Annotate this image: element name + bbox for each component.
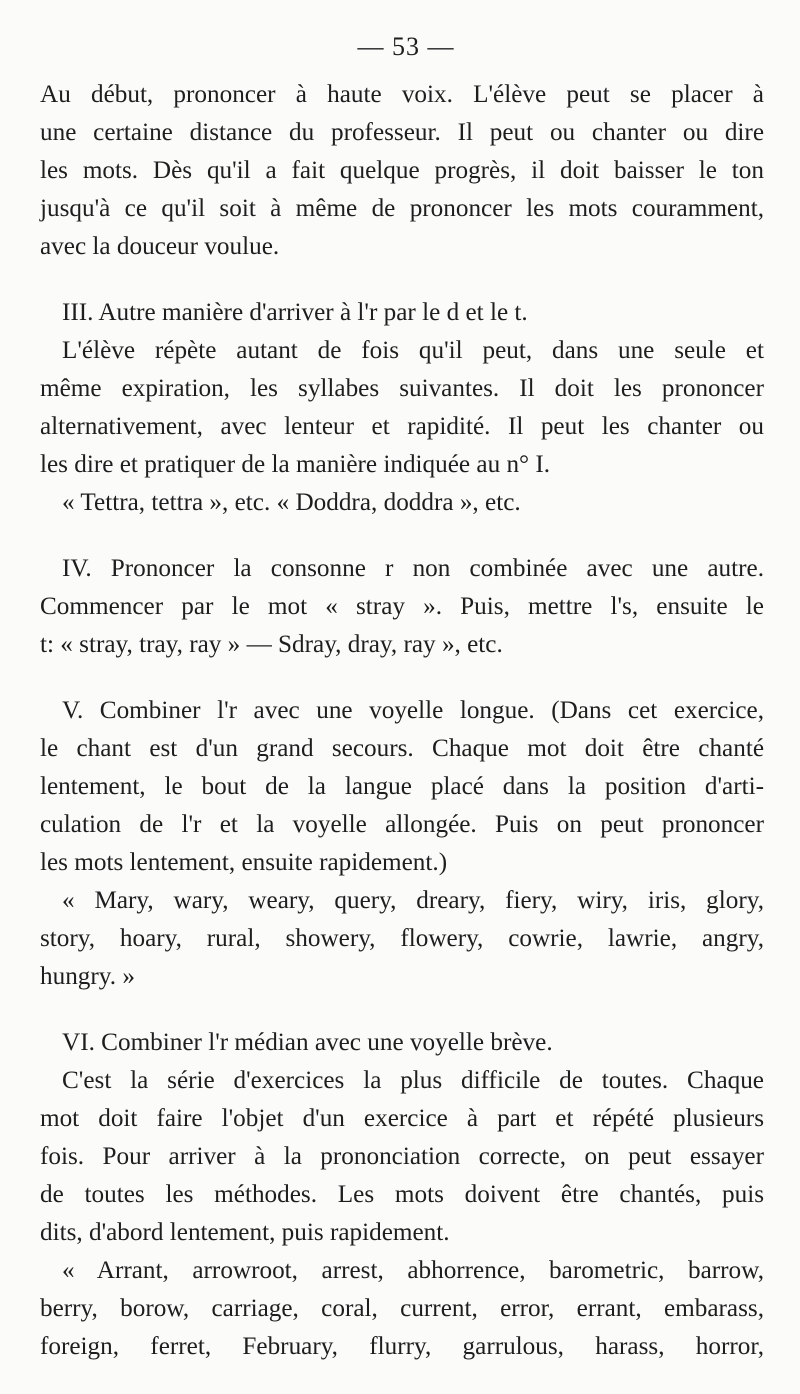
text-line: foreign, ferret, February, flurry, garrulous, harass, horror, (40, 1333, 764, 1360)
text-line: t: « stray, tray, ray » — Sdray, dray, ray », etc. (40, 631, 503, 658)
section-heading: V. Combiner l'r avec une voyelle longue. (Dans cet exercice, (62, 697, 764, 724)
text-line: « Arrant, arrowroot, arrest, abhorrence, barometric, barrow, (62, 1257, 764, 1284)
text-line: « Mary, wary, weary, query, dreary, fiery, wiry, iris, glory, (62, 887, 764, 914)
text-line: C'est la série d'exercices la plus difficile de toutes. Chaque (62, 1067, 764, 1094)
text-line: même expiration, les syllabes suivantes. Il doit les prononcer (40, 375, 764, 402)
text-line: avec la douceur voulue. (40, 233, 280, 260)
text-line: Au début, prononcer à haute voix. L'élève peut se placer à (40, 81, 764, 108)
text-line: mot doit faire l'objet d'un exercice à part et répété plusieurs (40, 1105, 764, 1132)
text-line: L'élève répète autant de fois qu'il peut, dans une seule et (62, 337, 764, 364)
text-line: jusqu'à ce qu'il soit à même de prononcer les mots couramment, (40, 195, 764, 222)
section-heading: III. Autre manière d'arriver à l'r par le d et le t. (62, 299, 528, 326)
text-line: de toutes les méthodes. Les mots doivent être chantés, puis (40, 1181, 764, 1208)
text-line: « Tettra, tettra », etc. « Doddra, doddra », etc. (62, 489, 521, 516)
text-line: lentement, le bout de la langue placé dans la position d'arti- (40, 773, 764, 800)
section-heading: IV. Prononcer la consonne r non combinée avec une autre. (62, 555, 764, 582)
text-line: les dire et pratiquer de la manière indiquée au n° I. (40, 451, 551, 478)
text-line: les mots lentement, ensuite rapidement.) (40, 849, 448, 876)
text-line: Commencer par le mot « stray ». Puis, mettre l's, ensuite le (40, 593, 764, 620)
text-line: dits, d'abord lentement, puis rapidement. (40, 1219, 450, 1246)
text-line: culation de l'r et la voyelle allongée. Puis on peut prononcer (40, 811, 764, 838)
text-line: story, hoary, rural, showery, flowery, cowrie, lawrie, angry, (40, 925, 764, 952)
text-line: les mots. Dès qu'il a fait quelque progrès, il doit baisser le ton (40, 157, 764, 184)
text-line: alternativement, avec lenteur et rapidité. Il peut les chanter ou (40, 413, 764, 440)
section-heading: VI. Combiner l'r médian avec une voyelle brève. (62, 1029, 553, 1056)
text-line: fois. Pour arriver à la prononciation correcte, on peut essayer (40, 1143, 764, 1170)
text-line: berry, borow, carriage, coral, current, error, errant, embarass, (40, 1295, 764, 1322)
page-number: — 53 — (357, 32, 455, 61)
text-line: le chant est d'un grand secours. Chaque mot doit être chanté (40, 735, 764, 762)
text-line: hungry. » (40, 963, 135, 990)
text-line: une certaine distance du professeur. Il peut ou chanter ou dire (40, 119, 764, 146)
